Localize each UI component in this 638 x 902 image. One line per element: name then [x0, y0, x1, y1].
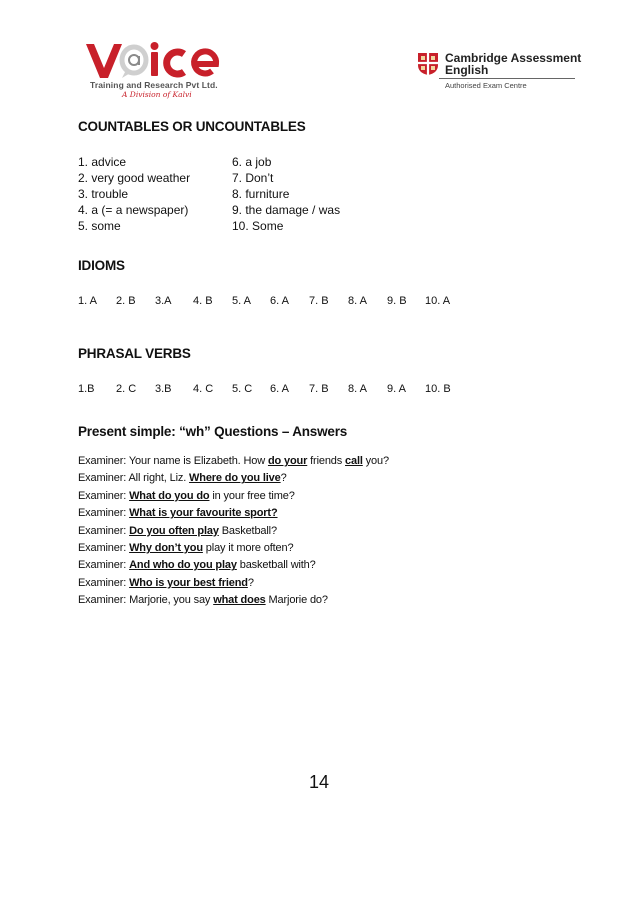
voice-logo-division: A Division of Kalvi [122, 90, 192, 99]
phrasal-answer-6: 6. A [270, 383, 289, 395]
cambridge-logo [417, 51, 582, 92]
idiom-answer-7: 7. B [309, 295, 329, 307]
idiom-answer-5: 5. A [232, 295, 251, 307]
line-text: play it more often? [202, 542, 294, 554]
line-text: ? [280, 472, 287, 485]
idiom-answer-9: 9. B [387, 295, 407, 307]
phrasal-answer-7: 7. B [309, 383, 329, 395]
cambridge-name-english: English [445, 63, 489, 77]
line-text: in your free time? [209, 489, 295, 502]
examiner-line [78, 542, 293, 554]
line-text: Examiner: [78, 559, 130, 572]
examiner-line [78, 507, 278, 519]
answer-phrase: Where do you live [189, 472, 281, 485]
countables-answer-2: 2. very good weather [78, 171, 191, 185]
examiner-line [78, 525, 277, 537]
line-text: ? [247, 576, 254, 589]
countables-answer-5: 5. some [78, 219, 121, 233]
countables-answer-3: 3. trouble [78, 187, 129, 201]
answer-phrase: call [345, 455, 363, 467]
line-text: Examiner: Marjorie, you say [78, 594, 214, 607]
countables-heading: COUNTABLES OR UNCOUNTABLES [78, 119, 306, 134]
line-text: Marjorie do? [265, 594, 328, 607]
countables-answer-right-1: 6. a job [232, 155, 272, 169]
countables-answer-1: 1. advice [78, 155, 127, 169]
idiom-answer-10: 10. A [425, 295, 451, 307]
examiner-line [78, 594, 328, 606]
examiner-line [78, 490, 295, 502]
countables-answer-right-2: 7. Don’t [232, 171, 274, 185]
line-text: basketball with? [236, 559, 316, 572]
examiner-line [78, 455, 389, 467]
cambridge-shield-icon [417, 52, 439, 76]
phrasal-answer-2: 2. C [116, 383, 137, 395]
voice-logo [84, 40, 224, 102]
idiom-answer-1: 1. A [78, 295, 97, 307]
voice-logo-subtitle: Training and Research Pvt Ltd. [90, 80, 218, 90]
cambridge-name: Cambridge Assessment [445, 51, 582, 65]
answer-phrase: And who do you play [129, 559, 237, 572]
phrasal-answer-9: 9. A [387, 383, 406, 395]
phrasal-answer-3: 3.B [155, 383, 172, 395]
line-text: you? [362, 455, 389, 467]
examiner-line [78, 577, 254, 589]
idiom-answer-3: 3.A [155, 295, 172, 307]
countables-answer-right-3: 8. furniture [232, 187, 290, 201]
examiner-line [78, 559, 316, 571]
line-text: Examiner: [78, 576, 130, 589]
line-text: Examiner: [78, 507, 130, 520]
countables-answer-right-5: 10. Some [232, 219, 284, 233]
cambridge-divider [439, 78, 575, 79]
line-text: Examiner: [78, 524, 130, 537]
idiom-answer-8: 8. A [348, 295, 367, 307]
present-simple-heading: Present simple: “wh” Questions – Answers [78, 424, 348, 439]
line-text: Examiner: [78, 489, 130, 502]
phrasal-answer-8: 8. A [348, 383, 367, 395]
page-number: 14 [309, 772, 330, 792]
idiom-answer-6: 6. A [270, 295, 289, 307]
answer-phrase: What do you do [129, 489, 210, 502]
line-text: friends [307, 455, 346, 467]
voice-logo-wordmark [84, 40, 224, 80]
idioms-heading: IDIOMS [78, 258, 125, 273]
answer-phrase: Why don’t you [129, 542, 203, 554]
countables-answer-4: 4. a (= a newspaper) [78, 203, 189, 217]
countables-answer-right-4: 9. the damage / was [232, 203, 341, 217]
answer-phrase: what does [213, 594, 266, 607]
phrasal-answer-4: 4. C [193, 383, 214, 395]
answer-phrase: What is your favourite sport? [129, 507, 278, 520]
cambridge-tagline: Authorised Exam Centre [445, 81, 527, 90]
answer-phrase: Who is your best friend [129, 576, 248, 589]
phrasal-answer-10: 10. B [425, 383, 451, 395]
phrasal-verbs-heading: PHRASAL VERBS [78, 346, 191, 361]
line-text: Examiner: [78, 542, 130, 554]
answer-phrase: Do you often play [129, 524, 219, 537]
idiom-answer-4: 4. B [193, 295, 213, 307]
phrasal-answer-5: 5. C [232, 383, 253, 395]
line-text: Examiner: Your name is Elizabeth. How [78, 455, 268, 467]
idiom-answer-2: 2. B [116, 295, 136, 307]
line-text: Examiner: All right, Liz. [78, 472, 190, 485]
examiner-line [78, 472, 287, 484]
phrasal-answer-1: 1.B [78, 383, 95, 395]
line-text: Basketball? [218, 524, 277, 537]
answer-phrase: do your [267, 455, 308, 467]
